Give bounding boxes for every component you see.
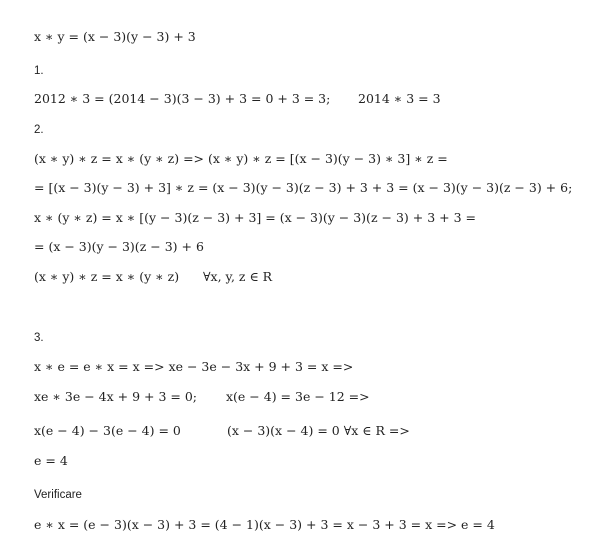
part-3-line-2-right: x(e − 4) = 3e − 12 => <box>226 389 370 404</box>
part-1-equation-right: 2014 ∗ 3 = 3 <box>358 91 441 106</box>
part-2-conclusion-right: ∀x, y, z ∈ R <box>203 269 273 284</box>
part-2-label: 2. <box>34 124 44 136</box>
part-2-line-2: = [(x − 3)(y − 3) + 3] ∗ z = (x − 3)(y − 3)(z − 3) + 3 + 3 = (x − 3)(y − 3)(z − 3) + 6; <box>34 180 573 195</box>
verification-equation: e ∗ x = (e − 3)(x − 3) + 3 = (4 − 1)(x − 3) + 3 = x − 3 + 3 = x => e = 4 <box>34 517 495 532</box>
part-3-line-2-left: xe ∗ 3e − 4x + 9 + 3 = 0; <box>34 389 197 404</box>
part-2-line-4: = (x − 3)(y − 3)(z − 3) + 6 <box>34 239 204 254</box>
part-3-line-4: e = 4 <box>34 453 68 468</box>
part-3-line-3-right: (x − 3)(x − 4) = 0 ∀x ∈ R => <box>227 423 410 438</box>
part-3-line-1: x ∗ e = e ∗ x = x => xe − 3e − 3x + 9 + 3 = x => <box>34 359 354 374</box>
part-2-conclusion-left: (x ∗ y) ∗ z = x ∗ (y ∗ z) <box>34 269 180 284</box>
operation-definition: x ∗ y = (x − 3)(y − 3) + 3 <box>34 29 196 44</box>
part-2-line-3: x ∗ (y ∗ z) = x ∗ [(y − 3)(z − 3) + 3] = (x − 3)(y − 3)(z − 3) + 3 + 3 = <box>34 210 476 225</box>
part-2-line-1: (x ∗ y) ∗ z = x ∗ (y ∗ z) => (x ∗ y) ∗ z = [(x − 3)(y − 3) ∗ 3] ∗ z = <box>34 151 448 166</box>
part-3-line-3-left: x(e − 4) − 3(e − 4) = 0 <box>34 423 181 438</box>
part-1-equation-left: 2012 ∗ 3 = (2014 − 3)(3 − 3) + 3 = 0 + 3 = 3; <box>34 91 331 106</box>
part-1-label: 1. <box>34 65 44 77</box>
verification-label: Verificare <box>34 489 82 501</box>
part-3-label: 3. <box>34 332 44 344</box>
